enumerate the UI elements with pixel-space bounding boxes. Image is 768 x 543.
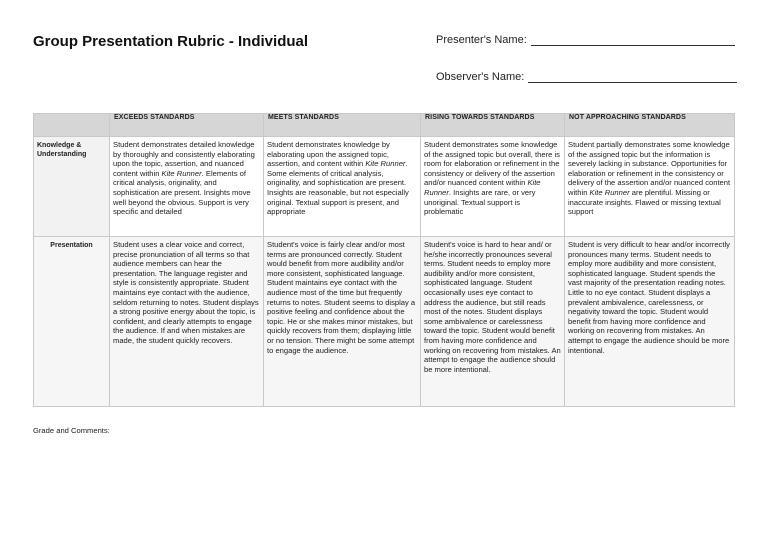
header-exceeds: EXCEEDS STANDARDS	[110, 114, 264, 137]
header-corner	[34, 114, 110, 137]
knowledge-exceeds-cell: Student demonstrates detailed knowledge by thoroughly and consistently elaborating upon the topic, assertion, and nuanced content within Kite Runner. Elements of critical analysis, originality, and sophistication are present. Insights move well beyond the obvious. Support is very specific and detailed	[110, 137, 264, 237]
knowledge-rising-cell: Student demonstrates some knowledge of the assigned topic but overall, there is room for elaboration or refinement in the consistency or delivery of the assertion and/or nuanced content within Kite Runner. Insights are rare, or very unoriginal. Textual support is problematic	[421, 137, 565, 237]
page-title: Group Presentation Rubric - Individual	[33, 33, 309, 50]
rubric-table	[33, 113, 735, 407]
header-not-approaching: NOT APPROACHING STANDARDS	[565, 114, 735, 137]
observer-name-blank[interactable]	[528, 72, 737, 83]
rubric-row-presentation	[34, 237, 735, 407]
presenter-name-blank[interactable]	[531, 35, 735, 46]
presentation-exceeds-cell: Student uses a clear voice and correct, precise pronunciation of all terms so that audience members can hear the presentation. The language register and style is consistently appropriate. Student maintains eye contact with the audience, seldom returning to notes. Student displays a strong positive energy about the topic, is confident, and clearly attempts to engage the audience. If and when mistakes are made, the student quickly recovers.	[110, 237, 264, 407]
knowledge-meets-cell: Student demonstrates knowledge by elaborating upon the assigned topic, assertion, and content within Kite Runner. Some elements of critical analysis, originality, and sophistication are present. Insights are reasonable, but not especially original. Textual support is present, and appropriate	[264, 137, 421, 237]
rubric-header-row	[34, 114, 735, 137]
observer-label: Observer's Name:	[436, 71, 525, 83]
observer-name-field[interactable]	[436, 71, 737, 83]
presentation-rising-cell: Student's voice is hard to hear and/ or he/she incorrectly pronounces several terms. Student needs to employ more audibility and/or more consistent, sophisticated language. Student occasionally uses eye contact to address the audience, but still reads most of the notes. Student displays some ambivalence or carelessness toward the topic. Student would benefit from having more confidence and working on recovering from mistakes. An attempt to engage the audience should be more intentional.	[421, 237, 565, 407]
presentation-meets-cell: Student's voice is fairly clear and/or most terms are pronounced correctly. Student would benefit from more audibility and/or more consistent, sophisticated language. Student maintains eye contact with the audience most of the time but frequently returns to notes. Student seems to display a positive feeling and confidence about the topic. He or she makes minor mistakes, but quickly recovers from them; displaying little or no tension. There might be some attempt to engage the audience.	[264, 237, 421, 407]
presenter-name-field[interactable]	[436, 34, 735, 46]
presenter-label: Presenter's Name:	[436, 34, 527, 46]
row-label-knowledge: Knowledge & Understanding	[34, 137, 110, 237]
row-label-presentation: Presentation	[34, 237, 110, 407]
knowledge-not-approaching-cell: Student partially demonstrates some knowledge of the assigned topic but the information is severely lacking in substance. Opportunities for elaboration or refinement in the consistency or delivery of the assertion and/or nuanced content within Kite Runner are plentiful. Missing or inaccurate insights. Flawed or missing textual support	[565, 137, 735, 237]
presentation-not-approaching-cell: Student is very difficult to hear and/or incorrectly pronounces many terms. Student needs to employ more audibility and more consistent, sophisticated language. Student spends the vast majority of the presentation reading notes. Little to no eye contact. Student displays a prevalent ambivalence, carelessness, or negativity toward the topic. Student would benefit from having more confidence and working on recovering from mistakes. An attempt to engage the audience should be more intentional.	[565, 237, 735, 407]
rubric-row-knowledge	[34, 137, 735, 237]
header-rising: RISING TOWARDS STANDARDS	[421, 114, 565, 137]
grade-comments-label: Grade and Comments:	[33, 426, 110, 435]
header-meets: MEETS STANDARDS	[264, 114, 421, 137]
